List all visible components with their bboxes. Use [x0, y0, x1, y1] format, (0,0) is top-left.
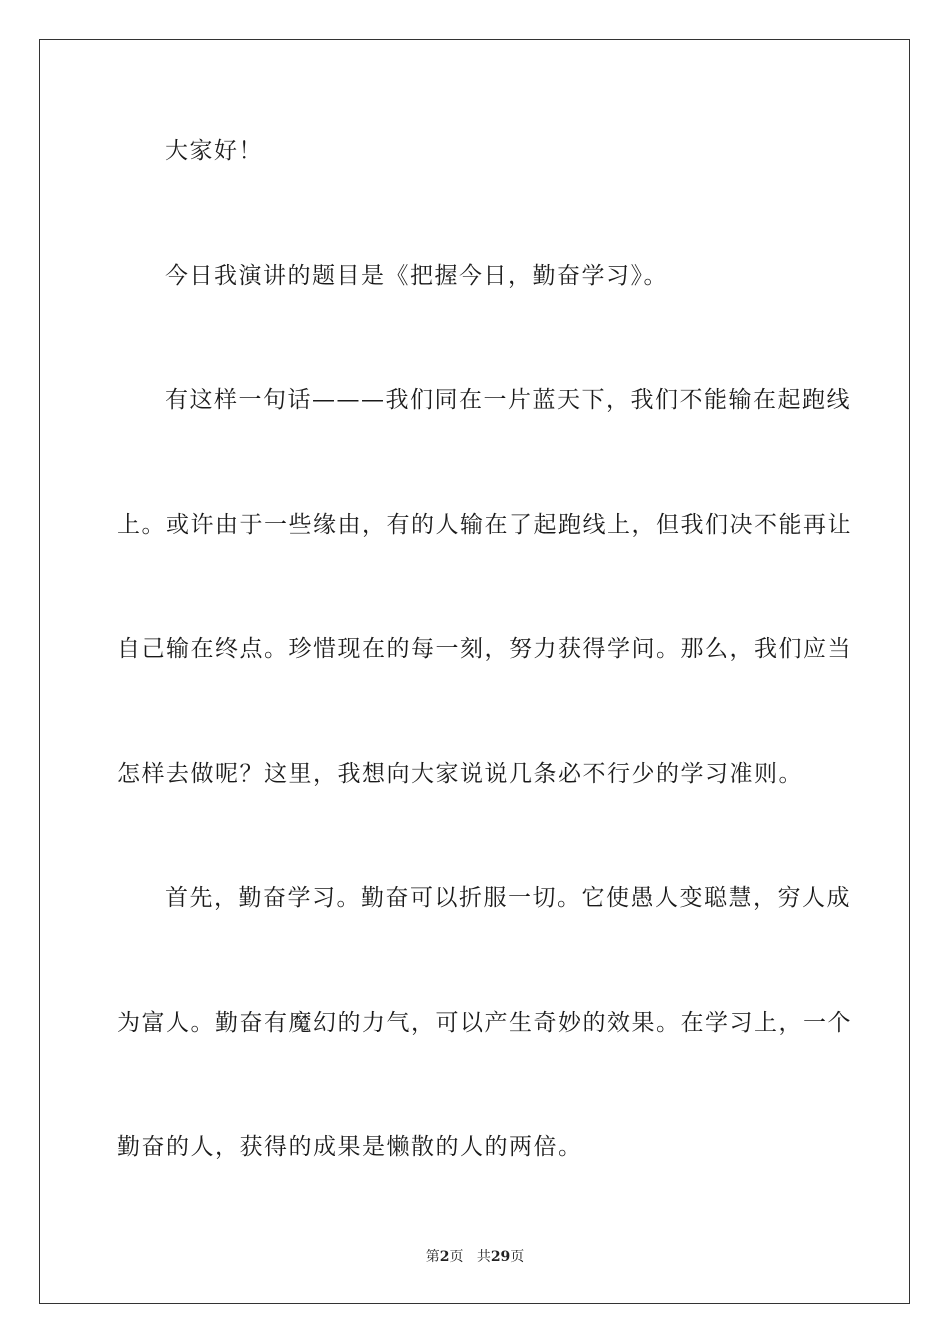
paragraph-1-line-1: 今日我演讲的题目是《把握今日，勤奋学习》。 — [165, 263, 668, 289]
paragraph-2-line-1: 有这样一句话———我们同在一片蓝天下，我们不能输在起跑线 — [165, 387, 851, 413]
page-footer — [0, 1247, 950, 1267]
paragraph-3-line-1: 首先，勤奋学习。勤奋可以折服一切。它使愚人变聪慧，穷人成 — [165, 885, 851, 911]
paragraph-2-line-3: 自己输在终点。珍惜现在的每一刻，努力获得学问。那么，我们应当 — [117, 636, 852, 662]
paragraph-2-line-2: 上。或许由于一些缘由，有的人输在了起跑线上，但我们决不能再让 — [117, 512, 852, 538]
greeting-line: 大家好！ — [165, 138, 263, 164]
paragraph-2-line-4: 怎样去做呢？这里，我想向大家说说几条必不行少的学习准则。 — [117, 761, 803, 787]
total-suffix: 页 — [510, 1249, 525, 1265]
page-border — [39, 39, 910, 1304]
page-number: 2 — [439, 1249, 450, 1265]
total-prefix: 共 — [476, 1249, 491, 1265]
paragraph-3-line-2: 为富人。勤奋有魔幻的力气，可以产生奇妙的效果。在学习上，一个 — [117, 1010, 852, 1036]
page-suffix: 页 — [449, 1249, 464, 1265]
total-pages: 29 — [490, 1249, 511, 1265]
paragraph-3-line-3: 勤奋的人，获得的成果是懒散的人的两倍。 — [117, 1134, 583, 1160]
page-prefix: 第 — [425, 1249, 440, 1265]
